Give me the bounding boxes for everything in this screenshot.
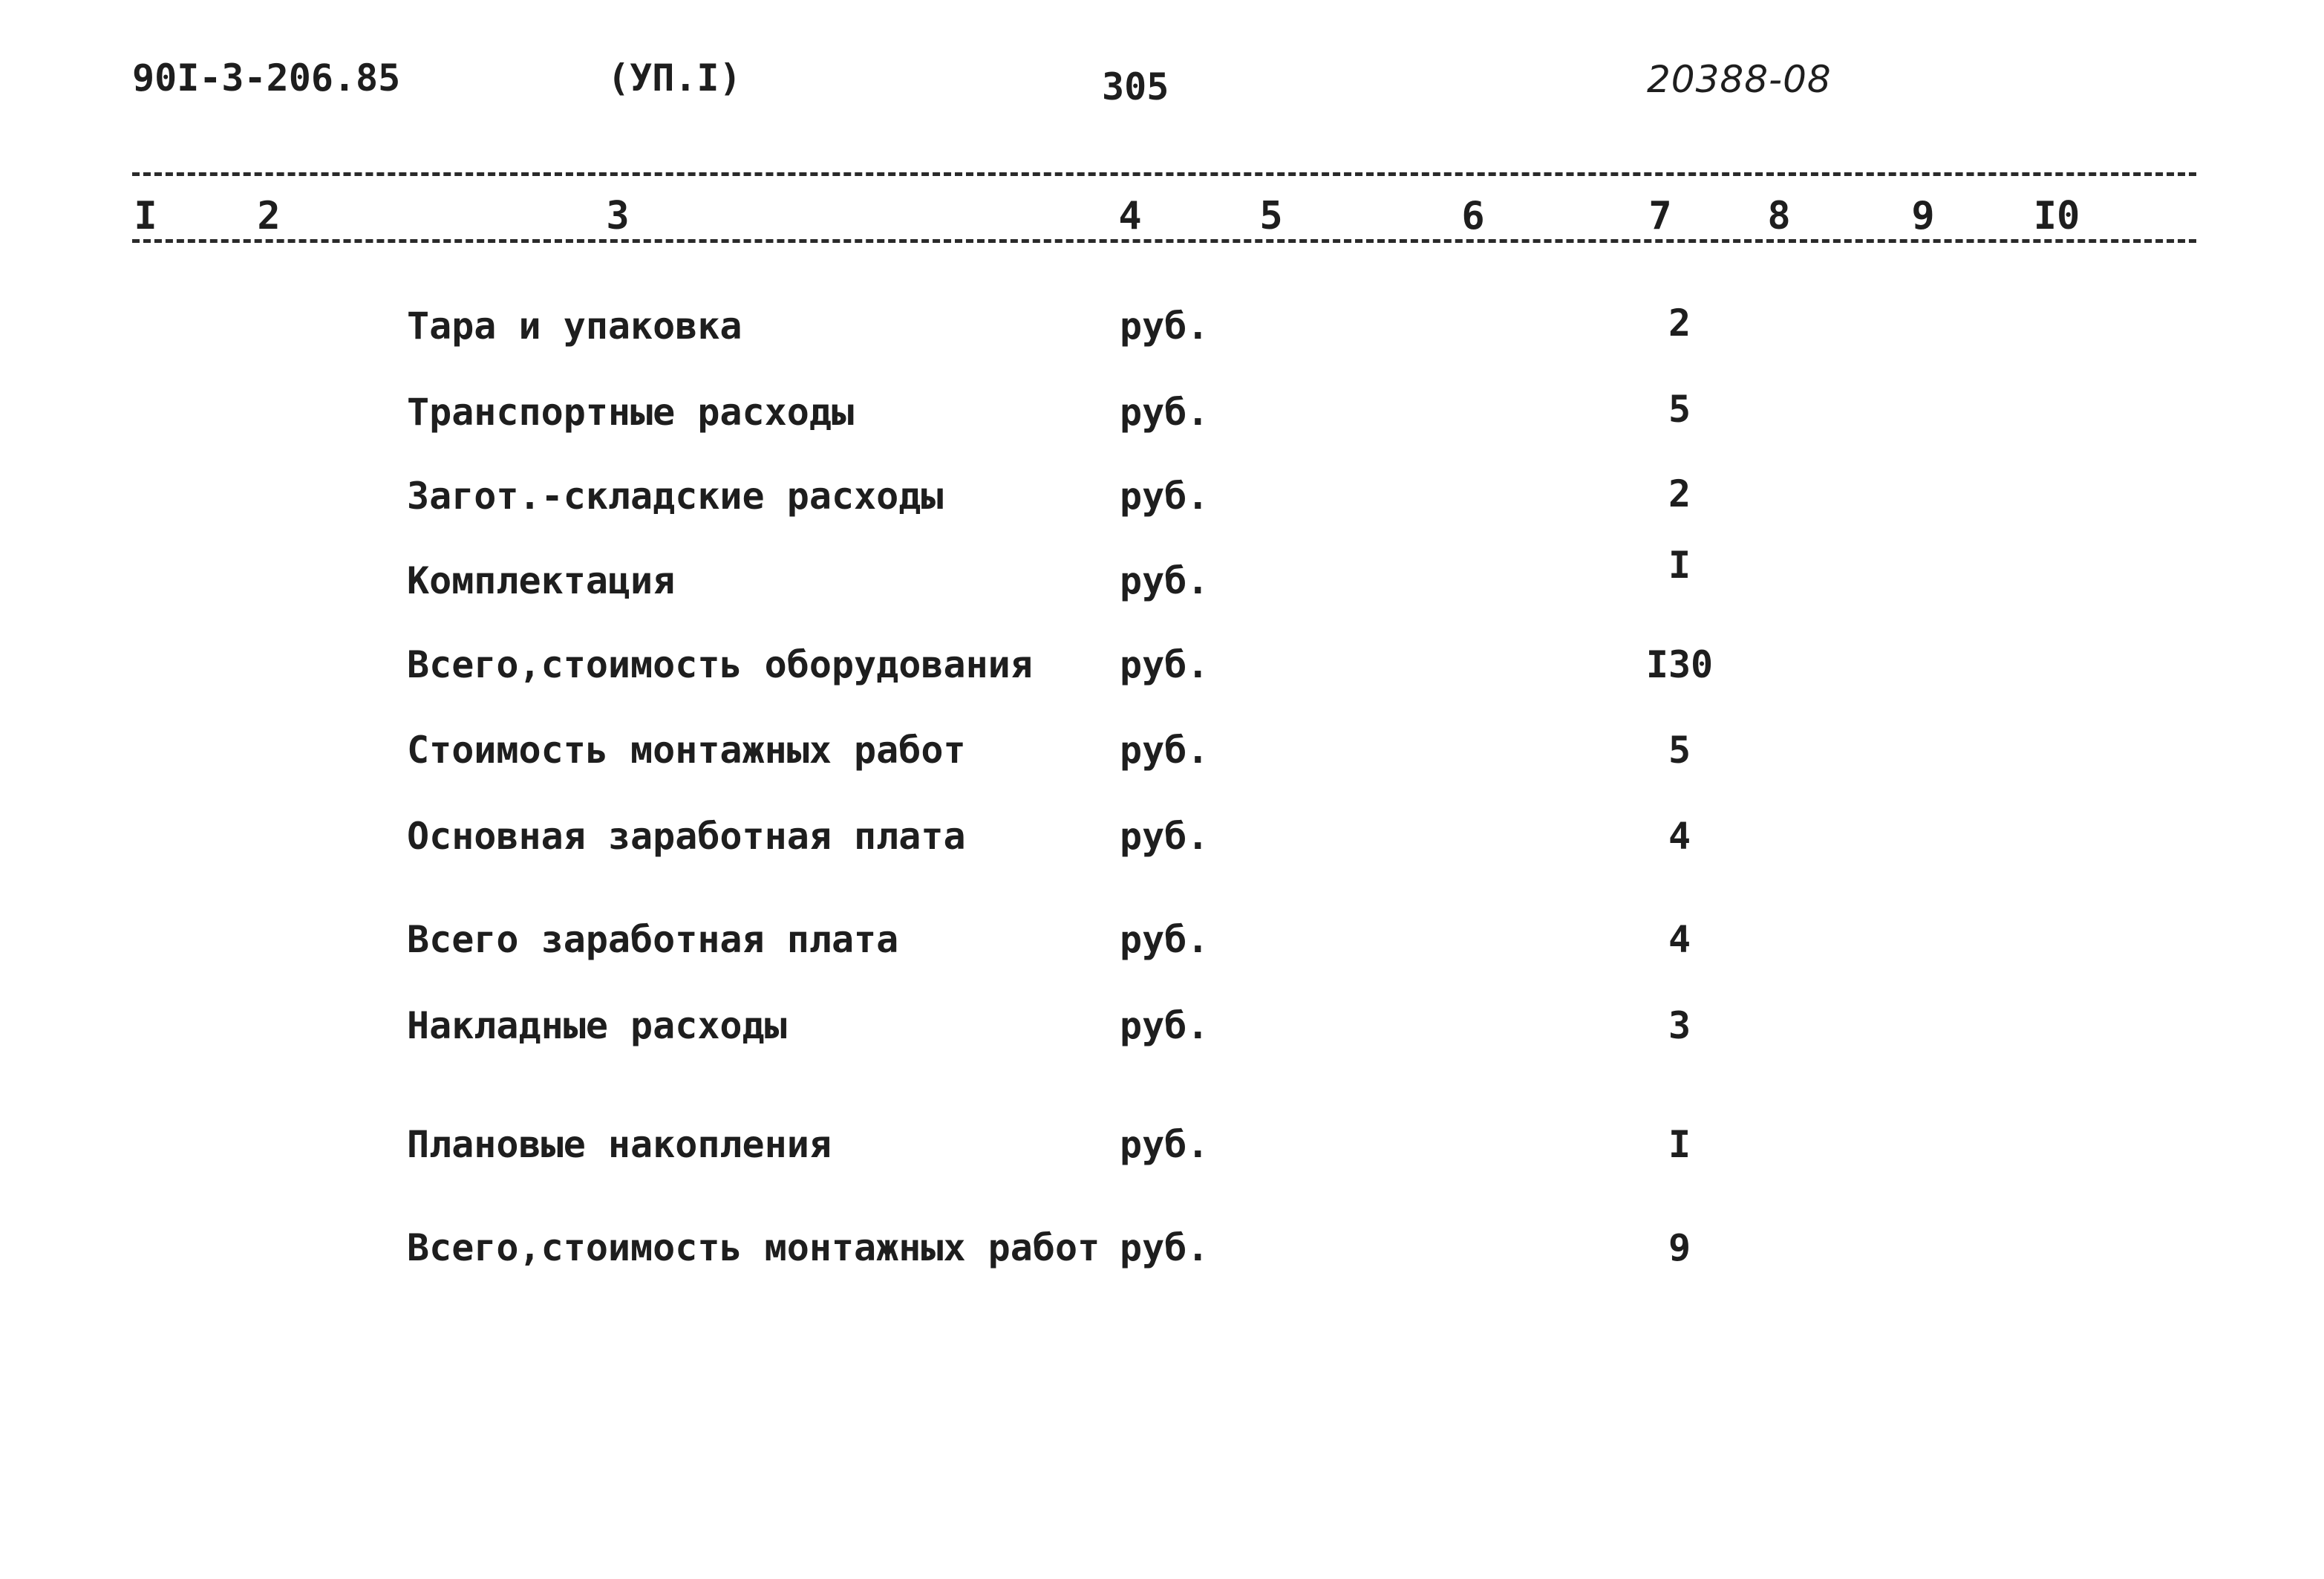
row-value: I xyxy=(1668,1123,1691,1166)
row-unit: руб. xyxy=(1120,1004,1210,1047)
row-label: Транспортные расходы xyxy=(407,391,855,434)
row-unit: руб. xyxy=(1120,305,1210,348)
column-number: 6 xyxy=(1461,194,1485,238)
row-unit: руб. xyxy=(1120,1123,1210,1166)
row-label: Загот.-складские расходы xyxy=(407,475,944,518)
column-number: 2 xyxy=(257,194,281,238)
row-unit: руб. xyxy=(1120,391,1210,434)
row-unit: руб. xyxy=(1120,815,1210,858)
row-value: 5 xyxy=(1668,388,1691,431)
row-value: 2 xyxy=(1668,472,1691,515)
table-header-rule xyxy=(132,239,2196,243)
row-label: Тара и упаковка xyxy=(407,305,742,348)
sheet-code: 20388-08 xyxy=(1647,58,1832,101)
column-number: I xyxy=(134,194,157,238)
row-unit: руб. xyxy=(1120,643,1210,686)
row-label: Стоимость монтажных работ xyxy=(407,729,966,772)
page-number: 305 xyxy=(1102,65,1169,108)
row-unit: руб. xyxy=(1120,475,1210,518)
row-value: 4 xyxy=(1668,815,1691,858)
row-unit: руб. xyxy=(1120,729,1210,772)
row-unit: руб. xyxy=(1120,559,1210,602)
row-value: 4 xyxy=(1668,918,1691,961)
column-number: 8 xyxy=(1767,194,1791,238)
row-unit: руб. xyxy=(1120,1226,1210,1269)
row-value: 3 xyxy=(1668,1004,1691,1047)
row-label: Всего,стоимость оборудования xyxy=(407,643,1033,686)
row-value: I xyxy=(1668,544,1691,587)
row-label: Всего,стоимость монтажных работ xyxy=(407,1226,1100,1269)
row-value: 9 xyxy=(1668,1226,1691,1269)
column-number: 9 xyxy=(1911,194,1935,238)
row-value: I30 xyxy=(1645,643,1714,686)
table-top-rule xyxy=(132,172,2196,176)
column-number: 7 xyxy=(1648,194,1672,238)
column-number: I0 xyxy=(2033,194,2080,238)
column-number: 4 xyxy=(1118,194,1142,238)
row-unit: руб. xyxy=(1120,918,1210,961)
row-label: Накладные расходы xyxy=(407,1004,787,1047)
row-label: Основная заработная плата xyxy=(407,815,966,858)
row-label: Плановые накопления xyxy=(407,1123,832,1166)
column-number: 5 xyxy=(1259,194,1283,238)
row-value: 5 xyxy=(1668,729,1691,772)
row-value: 2 xyxy=(1668,302,1691,345)
column-number: 3 xyxy=(606,194,630,238)
document-code: 90I-3-206.85 xyxy=(132,56,401,100)
row-label: Комплектация xyxy=(407,559,676,602)
row-label: Всего заработная плата xyxy=(407,918,899,961)
section-code: (УП.I) xyxy=(607,56,742,100)
